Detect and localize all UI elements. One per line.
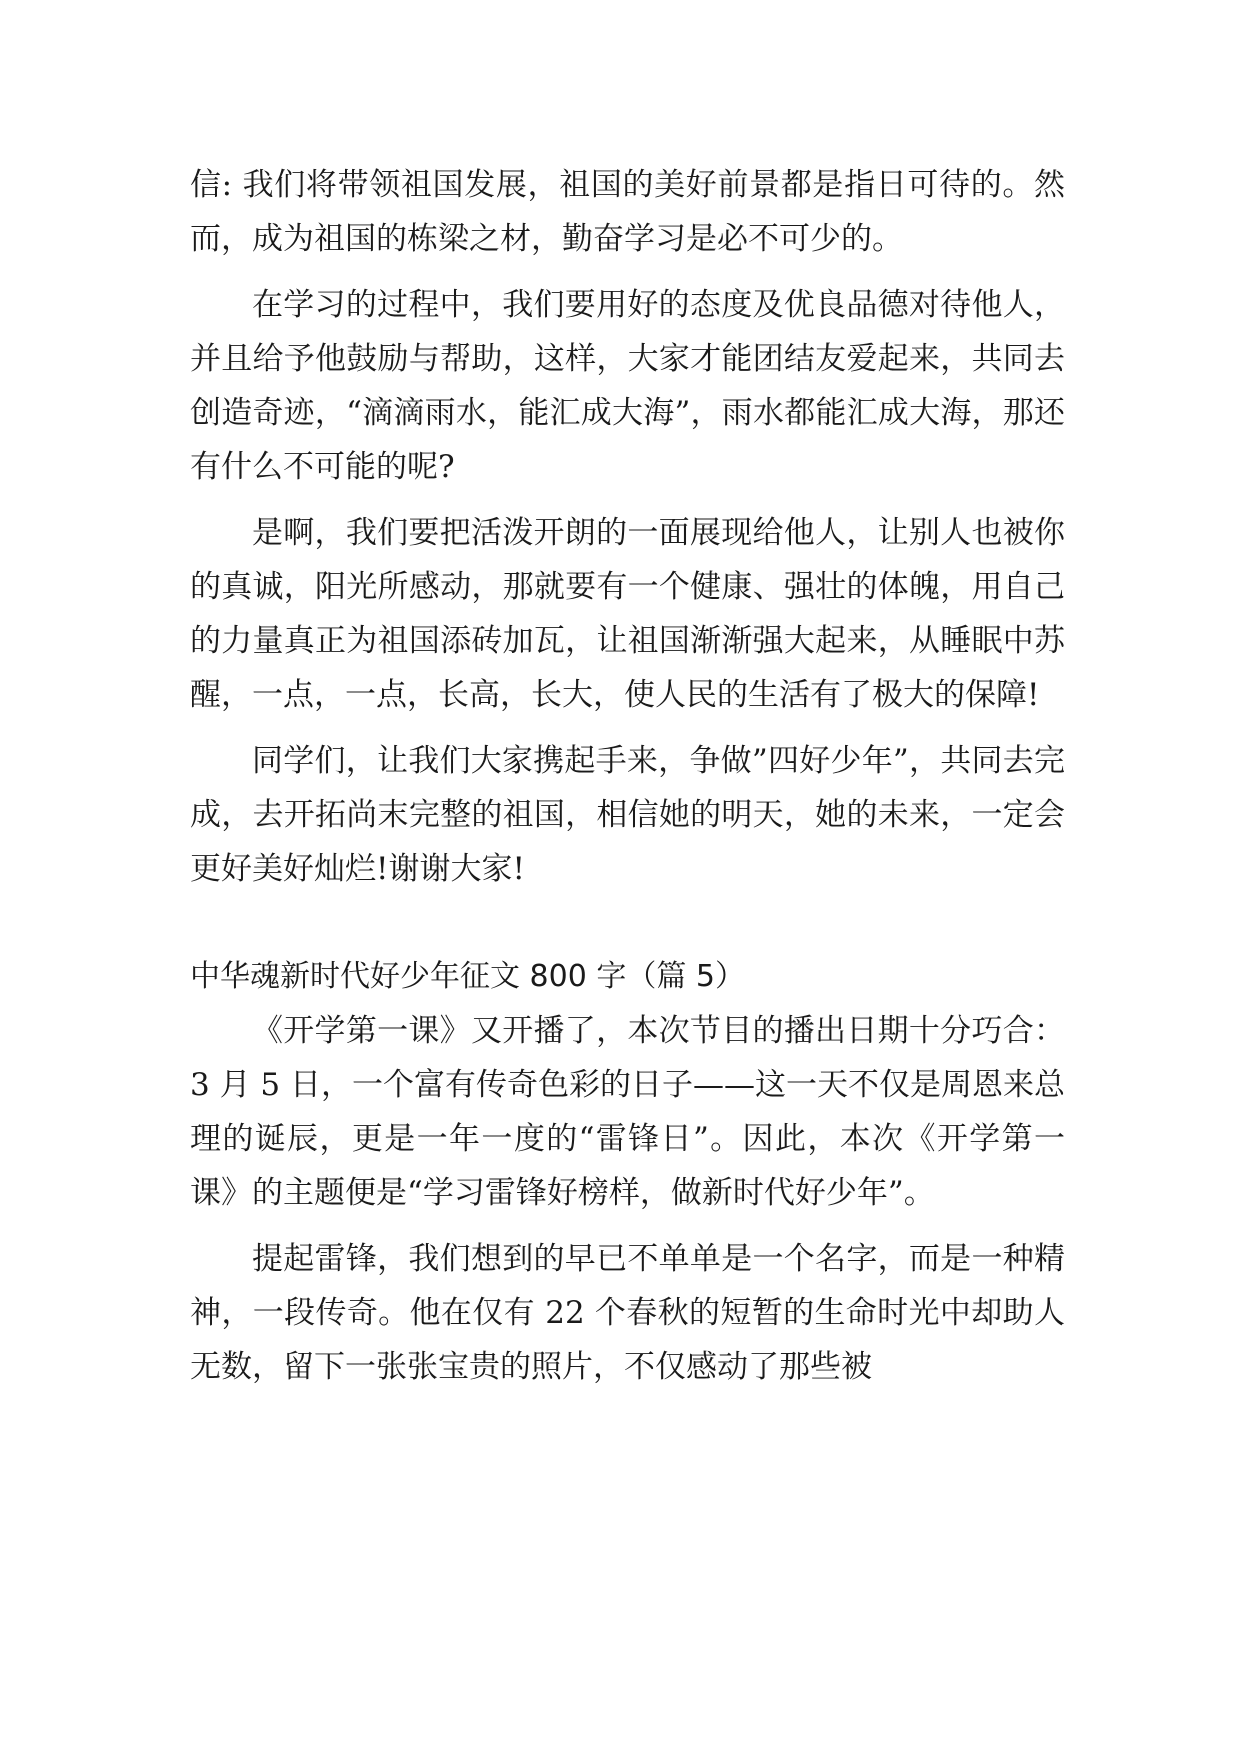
paragraph: 是啊，我们要把活泼开朗的一面展现给他人，让别人也被你的真诚，阳光所感动，那就要有一个健康、强壮的体魄，用自己的力量真正为祖国添砖加瓦，让祖国渐渐强大起来，从睡眠中苏醒，一点，一点，长高，长大，使人民的生活有了极大的保障!	[190, 515, 1065, 713]
paragraph: 提起雷锋，我们想到的早已不单单是一个名字，而是一种精神，一段传奇。他在仅有 22 个春秋的短暂的生命时光中却助人无数，留下一张张宝贵的照片，不仅感动了那些被	[190, 1241, 1065, 1385]
section-heading: 中华魂新时代好少年征文 800 字（篇 5）	[190, 959, 745, 994]
paragraph-continued: 信: 我们将带领祖国发展，祖国的美好前景都是指日可待的。然而，成为祖国的栋梁之材，勤奋学习是必不可少的。	[190, 167, 1065, 257]
paragraph: 《开学第一课》又开播了，本次节目的播出日期十分巧合：3 月 5 日，一个富有传奇色彩的日子——这一天不仅是周恩来总理的诞辰，更是一年一度的“雷锋日”。因此，本次《开学第一课》的主题便是“学习雷锋好榜样，做新时代好少年”。	[190, 1013, 1066, 1211]
document-body	[190, 158, 1065, 1394]
paragraph: 在学习的过程中，我们要用好的态度及优良品德对待他人，并且给予他鼓励与帮助，这样，大家才能团结友爱起来，共同去创造奇迹，“滴滴雨水，能汇成大海”，雨水都能汇成大海，那还有什么不可能的呢?	[190, 287, 1065, 485]
paragraph: 同学们，让我们大家携起手来，争做”四好少年”，共同去完成，去开拓尚末完整的祖国，相信她的明天，她的未来，一定会更好美好灿烂!谢谢大家!	[190, 743, 1065, 887]
